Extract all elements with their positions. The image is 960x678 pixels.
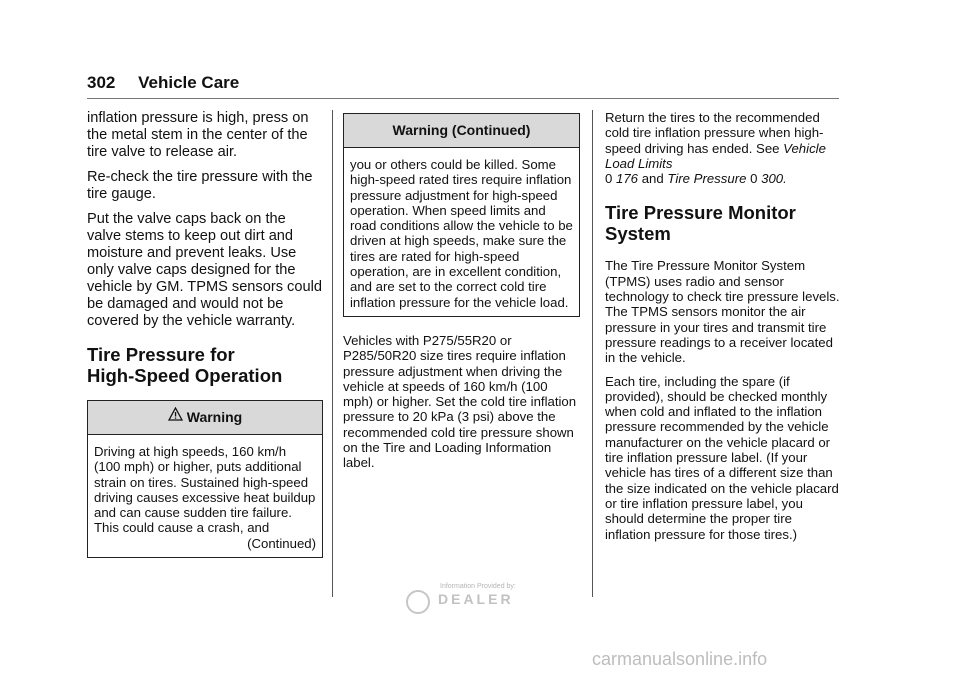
cross-reference-link[interactable]: Vehicle Load Limits <box>605 140 826 171</box>
paragraph: inflation pressure is high, press on the metal stem in the center of the tire valve to release air. <box>87 110 309 160</box>
page-ref-icon: 0 <box>750 171 758 187</box>
paragraph: Return the tires to the recommended cold tire inflation pressure when high-speed driving has ended. See Vehicle Load Limits 0 176 and Tire Pressure 0 300. <box>605 110 826 187</box>
dealer-logo: Information Provided by: DEALER <box>402 583 548 619</box>
page-number: 302 <box>87 73 116 92</box>
page-ref[interactable]: 176 <box>616 171 639 187</box>
page-ref-icon: 0 <box>605 171 613 187</box>
warning-box <box>343 113 580 317</box>
paragraph: Put the valve caps back on the valve stems to keep out dirt and moisture and prevent leaks. Use only valve caps designed for the vehicle by GM. TPMS sensors could be damaged and would not be covered by the vehicle warranty. <box>87 211 322 329</box>
section-title: Vehicle Care <box>138 73 240 92</box>
paragraph: Vehicles with P275/55R20 or P285/50R20 size tires require inflation pressure adjustment when driving the vehicle at speeds of 160 km/h (100 mph) or higher. Set the cold tire inflation pressure to 20 kPa (3 psi) above the recommended cold tire pressure shown on the Tire and Loading Information label. <box>343 332 577 471</box>
section-heading: Tire Pressure Monitor System <box>605 202 796 245</box>
warning-body: Driving at high speeds, 160 km/h (100 mph) or higher, puts additional strain on tires. Sustained high-speed driving causes excessive heat buildup and can cause sudden tire failure. This could cause a crash, and (Continued) <box>94 444 316 551</box>
column-2 <box>343 110 580 479</box>
cross-reference-link[interactable]: Tire Pressure <box>667 171 747 187</box>
warning-title: Warning <box>186 409 243 425</box>
paragraph: Each tire, including the spare (if provided), should be checked monthly when cold and inflated to the inflation pressure recommended by the vehicle manufacturer on the vehicle placard or tire inflation pressure label. (If your vehicle has tires of a different size than the size indicated on the vehicle placard or tire inflation pressure label, you should determine the proper tire inflation pressure for those tires.) <box>605 373 839 542</box>
warning-box <box>87 400 323 558</box>
column-divider <box>592 110 593 597</box>
warning-header <box>88 401 322 435</box>
continued-label: (Continued) <box>247 535 316 551</box>
warning-header: Warning (Continued) <box>344 114 579 148</box>
logo-emblem-icon <box>406 590 430 614</box>
watermark: carmanualsonline.info <box>592 649 768 669</box>
warning-triangle-icon <box>168 400 183 433</box>
warning-body: you or others could be killed. Some high-speed rated tires require inflation pressure adjustment for high-speed operation. When speed limits and road conditions allow the vehicle to be driven at high speeds, make sure the tires are rated for high-speed operation, are in excellent condition, and are set to the correct cold tire inflation pressure for the vehicle load. <box>350 157 573 310</box>
column-3 <box>605 110 841 550</box>
header-rule <box>87 98 839 99</box>
page-header <box>87 73 239 93</box>
paragraph: Re-check the tire pressure with the tire gauge. <box>87 169 313 202</box>
page-ref[interactable]: 300. <box>761 171 787 187</box>
column-1 <box>87 110 323 558</box>
paragraph: The Tire Pressure Monitor System (TPMS) uses radio and sensor technology to check tire pressure levels. The TPMS sensors monitor the air pressure in your tires and transmit tire pressure readings to a receiver located in the vehicle. <box>605 258 840 366</box>
column-divider <box>332 110 333 597</box>
section-heading: Tire Pressure for High-Speed Operation <box>87 344 283 386</box>
